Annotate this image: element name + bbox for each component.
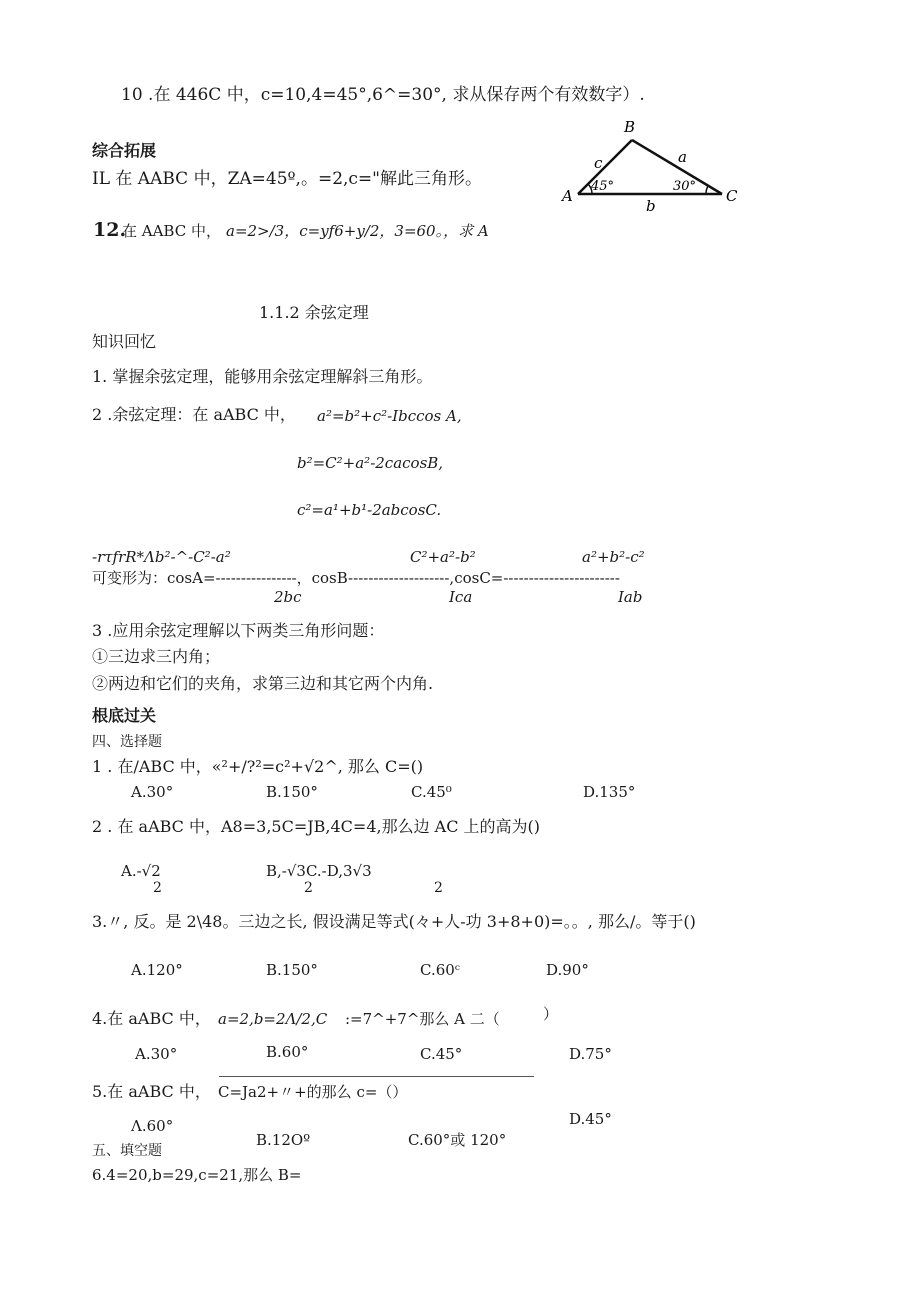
q2-denominator-3: 2 [434,880,443,896]
question-4-math: a=2,b=2Λ/2,C [218,1010,328,1028]
question-2: 2 . 在 aABC 中，A8=3,5C=JB,4C=4,那么边 AC 上的高为() [92,817,541,836]
q4-option-c: C.45° [420,1045,463,1063]
problem-11: IL 在 AABC 中，ZA=45º,。=2,c="解此三角形。 [92,169,482,189]
section-title-112: 1.1.2 余弦定理 [259,303,369,322]
fraction-denominator-2: Ica [449,588,473,606]
side-a-label: a [678,148,687,166]
recall-item-3a: ①三边求三内角； [92,647,221,666]
law-of-cosines-c: c²=a¹+b¹-2abcosC. [297,501,442,519]
recall-item-3: 3 .应用余弦定理解以下两类三角形问题： [92,621,385,640]
q5-option-a: Λ.60° [131,1117,174,1135]
q3-option-c: C.60ᶜ [420,961,460,979]
question-5-prefix: 5.在 aABC 中， [92,1082,211,1101]
side-b-label: b [646,197,656,214]
q1-option-d: D.135° [583,783,636,801]
section-heading-zonghe: 综合拓展 [92,141,157,160]
question-3: 3.〃, 反。是 2\48。三边之长, 假设满足等式(々+人-功 3+8+0)=。。, 那么/。等于() [92,912,696,931]
q2-denominator-2: 2 [304,880,313,896]
problem-10: 10 .在 446C 中，c=10,4=45°,6^=30°, 求从保存两个有效数字）. [121,85,645,105]
q5-option-d: D.45° [569,1110,612,1128]
q4-option-a: A.30° [135,1045,178,1063]
angle-a-label: 45° [591,179,615,194]
q1-option-c: C.45⁰ [411,783,452,801]
problem-12-math: a=2>/3，c=yf6+y/2，3=60。，求 A [226,222,489,240]
question-5-math: C=Ja2+〃+的那么 c=（） [218,1083,408,1101]
law-of-cosines-b: b²=C²+a²-2cacosB, [297,454,444,472]
q2-denominator-1: 2 [153,880,162,896]
fill-section-title: 五、填空题 [92,1143,162,1159]
problem-12-text: 在 AABC 中， [122,222,221,240]
q5-option-b: B.12Oº [256,1131,311,1149]
q1-option-b: B.150° [266,783,318,801]
knowledge-recall-heading: 知识回忆 [92,332,157,351]
question-4-close-paren: ） [543,1005,559,1023]
vertex-a-label: A [562,187,573,205]
q1-option-a: A.30° [131,783,174,801]
problem-12-number: 12. [93,219,127,241]
q3-option-b: B.150° [266,961,318,979]
fraction-numerator-1: -rτfrR*Λb²-^-C²-a² [92,548,231,566]
vertex-c-label: C [726,187,738,205]
q3-option-a: A.120° [131,961,183,979]
fraction-numerator-3: a²+b²-c² [582,548,645,566]
side-c-label: c [594,154,603,172]
law-of-cosines-a: a²=b²+c²-Ibccos A, [317,407,462,425]
q5-option-c: C.60°或 120° [408,1131,507,1149]
fraction-numerator-2: C²+a²-b² [410,548,476,566]
q2-option-b: B,-√3C.-D,3√3 [266,862,372,880]
question-1: 1 . 在/ABC 中，«²+/?²=c²+√2^, 那么 C=() [92,757,424,776]
q4-option-b: B.60° [266,1043,309,1061]
cosine-fraction-row: 可变形为：cosA=----------------，cosB--------------------,cosC=----------------------- [92,569,620,587]
question-4-prefix: 4.在 aABC 中， [92,1009,211,1028]
triangle-figure [558,116,748,214]
question-6: 6.4=20,b=29,c=21,那么 B= [92,1166,302,1184]
q3-option-d: D.90° [546,961,589,979]
q2-option-a: A.-√2 [121,862,161,880]
q4-option-d: D.75° [569,1045,612,1063]
fraction-denominator-1: 2bc [274,588,302,606]
recall-item-3b: ②两边和它们的夹角，求第三边和其它两个内角. [92,674,434,693]
angle-c-label: 30° [673,179,697,194]
divider-line [219,1076,534,1077]
recall-item-1: 1. 掌握余弦定理，能够用余弦定理解斜三角形。 [92,367,433,386]
choice-section-title: 四、选择题 [92,734,162,750]
fraction-denominator-3: Iab [618,588,643,606]
section-heading-gendi: 根底过关 [92,706,157,725]
recall-item-2-prefix: 2 .余弦定理：在 aABC 中， [92,405,296,424]
vertex-b-label: B [624,118,636,136]
question-4-rest: :=7^+7^那么 A 二（ [345,1010,500,1028]
